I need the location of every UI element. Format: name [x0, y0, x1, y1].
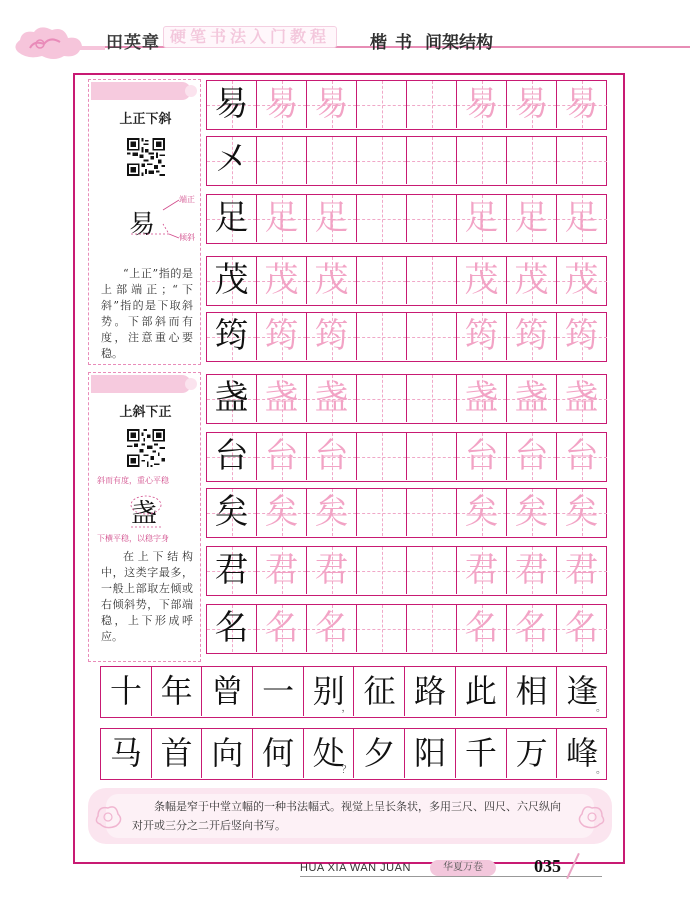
model-cell: [207, 433, 257, 480]
practice-row: [206, 194, 607, 244]
poem-cell: [304, 667, 355, 716]
model-cell: [207, 257, 257, 304]
poem-character: 逢: [566, 672, 599, 710]
poem-cell: [101, 729, 152, 778]
practice-cell[interactable]: [257, 605, 307, 652]
trace-character: [357, 433, 406, 480]
poem-character: 一: [262, 672, 295, 710]
trace-character: 足: [264, 198, 299, 238]
model-cell: [207, 375, 257, 422]
trace-character: [407, 489, 456, 536]
trace-character: [407, 313, 456, 360]
trace-character: [357, 195, 406, 242]
qr-code-icon[interactable]: [127, 429, 165, 467]
practice-cell[interactable]: [407, 81, 457, 128]
practice-cell[interactable]: [557, 137, 607, 184]
panel-note: “上正”指的是上部端正；“下斜”指的是下取斜势。下部斜而有度，注意重心要稳。: [101, 267, 193, 360]
poem-cell: [253, 729, 304, 778]
practice-cell[interactable]: [457, 313, 507, 360]
trace-character: [357, 313, 406, 360]
trace-character: 台: [464, 436, 499, 476]
annotation-label: 倾斜: [179, 233, 195, 242]
practice-cell[interactable]: [507, 433, 557, 480]
trace-character: 易: [564, 84, 599, 124]
practice-row: [206, 136, 607, 186]
trace-character: 茂: [464, 260, 499, 300]
practice-cell[interactable]: [507, 257, 557, 304]
practice-row: [206, 546, 607, 596]
banner-text: 条幅是窄于中堂立幅的一种书法幅式。视觉上呈长条状，多用三尺、四尺、六尺纵向对开或三分之二开后竖向书写。: [132, 800, 561, 832]
practice-cell[interactable]: [557, 195, 607, 242]
trace-character: 足: [314, 198, 349, 238]
model-character: 名: [214, 608, 249, 648]
poem-punctuation: ，: [341, 703, 352, 714]
practice-cell[interactable]: [557, 257, 607, 304]
model-cell: [207, 81, 257, 128]
poem-cell: [355, 667, 406, 716]
trace-character: 茂: [564, 260, 599, 300]
info-banner: [88, 788, 612, 844]
trace-character: 筠: [514, 316, 549, 356]
practice-cell[interactable]: [307, 313, 357, 360]
trace-character: 易: [514, 84, 549, 124]
practice-cell[interactable]: [257, 375, 307, 422]
panel-title: 上斜下正: [119, 405, 172, 420]
trace-character: 名: [464, 608, 499, 648]
practice-cell[interactable]: [357, 81, 407, 128]
practice-cell[interactable]: [407, 257, 457, 304]
practice-cell[interactable]: [257, 433, 307, 480]
practice-cell[interactable]: [457, 137, 507, 184]
poem-strip: [100, 666, 607, 718]
annotation-lines-icon: [129, 491, 169, 531]
qr-code-icon[interactable]: [127, 138, 165, 176]
practice-cell[interactable]: [407, 547, 457, 594]
trace-character: 筠: [264, 316, 299, 356]
poem-punctuation: 。: [595, 765, 606, 776]
trace-character: [257, 137, 306, 184]
footer-brand-cn: 华夏万卷: [430, 860, 496, 876]
poem-cell: [456, 667, 507, 716]
trace-character: [407, 375, 456, 422]
practice-cell[interactable]: [307, 195, 357, 242]
poem-character: 首: [160, 734, 193, 772]
poem-cell: [557, 729, 608, 778]
trace-character: 茂: [514, 260, 549, 300]
practice-cell[interactable]: [307, 433, 357, 480]
poem-cell: [557, 667, 608, 716]
practice-cell[interactable]: [257, 489, 307, 536]
poem-punctuation: 。: [595, 703, 606, 714]
practice-cell[interactable]: [307, 375, 357, 422]
trace-character: 君: [514, 550, 549, 590]
trace-character: 台: [564, 436, 599, 476]
practice-cell[interactable]: [357, 489, 407, 536]
trace-character: 足: [514, 198, 549, 238]
poem-character: 路: [414, 672, 447, 710]
trace-character: 君: [264, 550, 299, 590]
poem-character: 处: [312, 734, 345, 772]
trace-character: [357, 605, 406, 652]
trace-character: 易: [314, 84, 349, 124]
poem-cell: [202, 667, 253, 716]
page-number: 035: [534, 856, 561, 876]
model-cell: [207, 195, 257, 242]
practice-cell[interactable]: [557, 81, 607, 128]
practice-cell[interactable]: [457, 433, 507, 480]
trace-character: [307, 137, 356, 184]
practice-cell[interactable]: [257, 257, 307, 304]
practice-cell[interactable]: [257, 547, 307, 594]
practice-cell[interactable]: [457, 257, 507, 304]
practice-cell[interactable]: [307, 605, 357, 652]
practice-cell[interactable]: [457, 547, 507, 594]
model-cell: [207, 547, 257, 594]
trace-character: 名: [564, 608, 599, 648]
model-character: 矣: [214, 492, 249, 532]
practice-cell[interactable]: [557, 489, 607, 536]
practice-cell[interactable]: [557, 433, 607, 480]
cloud-ornament-icon: [576, 800, 606, 832]
practice-cell[interactable]: [457, 81, 507, 128]
poem-character: 年: [160, 672, 193, 710]
poem-cell: [456, 729, 507, 778]
poem-character: 向: [211, 734, 244, 772]
trace-character: 足: [564, 198, 599, 238]
poem-cell: [253, 667, 304, 716]
trace-character: 名: [264, 608, 299, 648]
practice-cell[interactable]: [507, 313, 557, 360]
demo-character: 易: [129, 210, 156, 240]
poem-cell: [405, 729, 456, 778]
poem-character: 此: [464, 672, 497, 710]
poem-cell: [152, 667, 203, 716]
poem-cell: [355, 729, 406, 778]
trace-character: 盏: [314, 378, 349, 418]
trace-character: 盏: [514, 378, 549, 418]
practice-cell[interactable]: [407, 313, 457, 360]
practice-cell[interactable]: [457, 195, 507, 242]
trace-character: [407, 195, 456, 242]
practice-cell[interactable]: [307, 489, 357, 536]
practice-cell[interactable]: [557, 375, 607, 422]
trace-character: 矣: [314, 492, 349, 532]
trace-character: 盏: [464, 378, 499, 418]
model-character: 㐅: [214, 140, 249, 180]
trace-character: [407, 257, 456, 304]
practice-cell[interactable]: [407, 605, 457, 652]
trace-character: [407, 547, 456, 594]
poem-character: 十: [109, 672, 142, 710]
model-cell: [207, 313, 257, 360]
practice-cell[interactable]: [557, 605, 607, 652]
practice-cell[interactable]: [357, 375, 407, 422]
trace-character: 筠: [314, 316, 349, 356]
practice-cell[interactable]: [457, 375, 507, 422]
trace-character: 盏: [564, 378, 599, 418]
practice-cell[interactable]: [357, 605, 407, 652]
trace-character: 矣: [564, 492, 599, 532]
practice-cell[interactable]: [407, 489, 457, 536]
trace-character: 足: [464, 198, 499, 238]
model-character: 易: [214, 84, 249, 124]
practice-row: [206, 256, 607, 306]
trace-character: [457, 137, 506, 184]
practice-cell[interactable]: [357, 195, 407, 242]
poem-character: 阳: [414, 734, 447, 772]
practice-cell[interactable]: [357, 547, 407, 594]
practice-cell[interactable]: [507, 489, 557, 536]
practice-cell[interactable]: [507, 605, 557, 652]
header-style: 楷书: [370, 33, 420, 53]
poem-cell: [101, 667, 152, 716]
practice-cell[interactable]: [407, 137, 457, 184]
poem-character: 千: [464, 734, 497, 772]
page-header: [0, 22, 700, 62]
trace-character: 矣: [464, 492, 499, 532]
practice-row: [206, 488, 607, 538]
model-character: 盏: [214, 378, 249, 418]
trace-character: 矣: [514, 492, 549, 532]
annotation-label: 端正: [179, 195, 195, 204]
model-cell: [207, 489, 257, 536]
practice-row: [206, 604, 607, 654]
trace-character: 易: [464, 84, 499, 124]
model-character: 君: [214, 550, 249, 590]
poem-character: 相: [515, 672, 548, 710]
poem-character: 马: [109, 734, 142, 772]
practice-cell[interactable]: [357, 433, 407, 480]
poem-cell: [507, 667, 558, 716]
trace-character: [407, 137, 456, 184]
lesson-panel-2: [88, 372, 201, 662]
practice-cell[interactable]: [507, 81, 557, 128]
footer-brand: HUA XIA WAN JUAN: [300, 862, 411, 874]
practice-cell[interactable]: [307, 257, 357, 304]
trace-character: 易: [264, 84, 299, 124]
practice-cell[interactable]: [507, 375, 557, 422]
poem-cell: [405, 667, 456, 716]
trace-character: [407, 605, 456, 652]
poem-character: 曾: [211, 672, 244, 710]
trace-character: [357, 547, 406, 594]
model-character: 筠: [214, 316, 249, 356]
trace-character: [357, 81, 406, 128]
practice-cell[interactable]: [357, 313, 407, 360]
practice-cell[interactable]: [407, 195, 457, 242]
trace-character: 台: [314, 436, 349, 476]
panel-note: 在上下结构中，这类字最多，一般上部取左倾或右倾斜势，下部端稳，上下形成呼应。: [101, 550, 193, 643]
practice-cell[interactable]: [307, 137, 357, 184]
poem-cell: [152, 729, 203, 778]
trace-character: [407, 433, 456, 480]
demo-character: 盏: [131, 499, 158, 529]
poem-character: 夕: [363, 734, 396, 772]
trace-character: 君: [464, 550, 499, 590]
trace-character: 筠: [464, 316, 499, 356]
poem-strip: [100, 728, 607, 780]
poem-character: 峰: [566, 734, 599, 772]
poem-character: 别: [312, 672, 345, 710]
cloud-ornament-icon: [94, 800, 124, 832]
poem-cell: [202, 729, 253, 778]
annotation-label: 下横平稳，以稳字身: [97, 534, 169, 543]
practice-cell[interactable]: [507, 547, 557, 594]
trace-character: 茂: [314, 260, 349, 300]
trace-character: [357, 137, 406, 184]
practice-row: [206, 312, 607, 362]
practice-cell[interactable]: [457, 605, 507, 652]
trace-character: 名: [314, 608, 349, 648]
trace-character: 盏: [264, 378, 299, 418]
practice-cell[interactable]: [257, 195, 307, 242]
trace-character: [557, 137, 606, 184]
trace-character: 茂: [264, 260, 299, 300]
model-character: 台: [214, 436, 249, 476]
poem-punctuation: ？: [341, 765, 352, 776]
trace-character: [357, 489, 406, 536]
trace-character: 台: [514, 436, 549, 476]
model-cell: [207, 137, 257, 184]
cloud-ornament-icon: [10, 24, 105, 60]
trace-character: 君: [564, 550, 599, 590]
poem-cell: [304, 729, 355, 778]
trace-character: [407, 81, 456, 128]
practice-row: [206, 374, 607, 424]
lesson-panel-1: [88, 79, 201, 365]
trace-character: [357, 375, 406, 422]
trace-character: [507, 137, 556, 184]
panel-title: 上正下斜: [119, 112, 172, 127]
trace-character: [357, 257, 406, 304]
practice-cell[interactable]: [407, 433, 457, 480]
practice-row: [206, 80, 607, 130]
annotation-label: 斜而有度，重心平稳: [97, 476, 169, 485]
panel-tab: [91, 375, 191, 393]
trace-character: 台: [264, 436, 299, 476]
model-cell: [207, 605, 257, 652]
practice-cell[interactable]: [357, 257, 407, 304]
poem-character: 何: [262, 734, 295, 772]
trace-character: 矣: [264, 492, 299, 532]
practice-row: [206, 432, 607, 482]
poem-character: 征: [363, 672, 396, 710]
practice-cell[interactable]: [557, 547, 607, 594]
practice-cell[interactable]: [407, 375, 457, 422]
practice-cell[interactable]: [507, 195, 557, 242]
practice-cell[interactable]: [307, 547, 357, 594]
practice-cell[interactable]: [507, 137, 557, 184]
trace-character: 君: [314, 550, 349, 590]
practice-cell[interactable]: [257, 313, 307, 360]
model-character: 茂: [214, 260, 249, 300]
header-author: 田英章: [106, 33, 160, 53]
trace-character: 筠: [564, 316, 599, 356]
poem-cell: [507, 729, 558, 778]
practice-cell[interactable]: [257, 81, 307, 128]
practice-cell[interactable]: [457, 489, 507, 536]
header-topic: 间架结构: [425, 33, 493, 53]
panel-tab: [91, 82, 191, 100]
trace-character: 名: [514, 608, 549, 648]
practice-cell[interactable]: [557, 313, 607, 360]
poem-character: 万: [515, 734, 548, 772]
practice-cell[interactable]: [357, 137, 407, 184]
model-character: 足: [214, 198, 249, 238]
practice-cell[interactable]: [257, 137, 307, 184]
practice-cell[interactable]: [307, 81, 357, 128]
header-series-title: 硬笔书法入门教程: [163, 26, 337, 48]
